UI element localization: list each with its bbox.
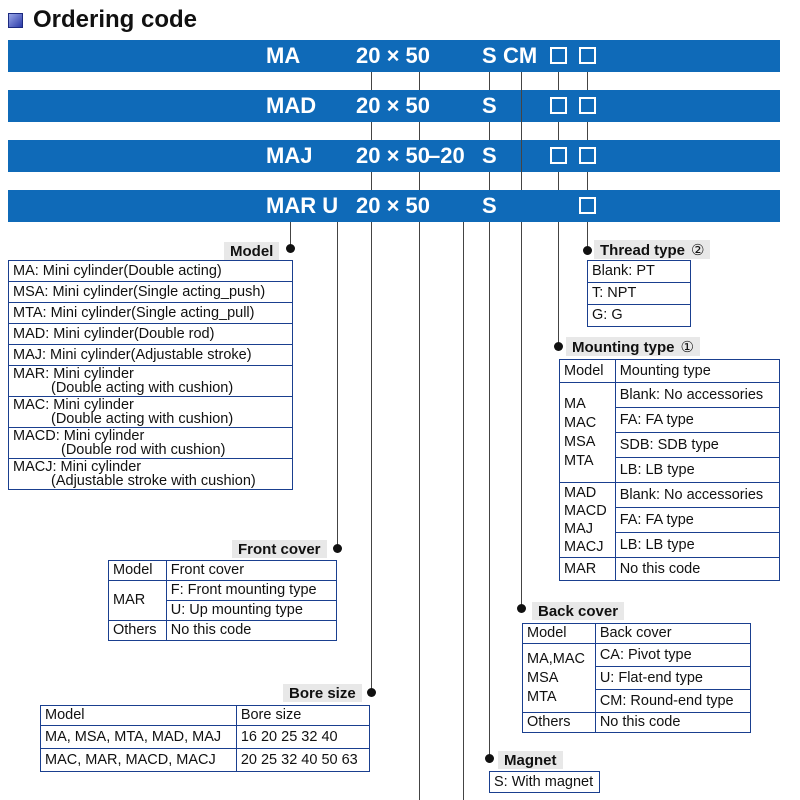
connector-line <box>587 122 588 140</box>
model-row: MTA: Mini cylinder(Single acting_pull) <box>9 303 293 324</box>
mounting-type-table <box>559 359 780 581</box>
connector-line <box>419 222 420 800</box>
blank-box-icon <box>579 197 596 214</box>
connector-dot <box>485 754 494 763</box>
table-cell: S: With magnet <box>490 772 600 793</box>
blank-box-icon <box>579 97 596 114</box>
table-cell: Others <box>523 713 596 733</box>
connector-line <box>419 122 420 140</box>
magnet-label: Magnet <box>498 751 563 769</box>
bar-model: MA <box>266 43 301 68</box>
front-cover-label: Front cover <box>232 540 327 558</box>
code-bar-mad <box>8 90 780 122</box>
bar-size: 20 × 50 <box>356 143 431 168</box>
connector-line <box>558 172 559 190</box>
bar-extra: CM <box>503 43 538 68</box>
model-row: MAD: Mini cylinder(Double rod) <box>9 324 293 345</box>
model-label: Model <box>224 242 279 260</box>
table-cell: Blank: PT <box>588 261 691 283</box>
connector-line <box>371 122 372 140</box>
back-cover-label: Back cover <box>532 602 624 620</box>
connector-line <box>587 72 588 90</box>
connector-line <box>521 222 522 608</box>
table-cell: 20 25 32 40 50 63 <box>236 749 369 772</box>
back-cover-table <box>522 623 751 733</box>
note-marker: ② <box>691 242 705 259</box>
bar-size: 20 × 50 <box>356 193 431 218</box>
model-row: MAR: Mini cylinder (Double acting with cushion) <box>9 366 293 397</box>
code-bar-ma <box>8 40 780 72</box>
table-cell: T: NPT <box>588 283 691 305</box>
table-header: Model <box>560 360 616 383</box>
table-cell: U: Up mounting type <box>166 601 336 621</box>
bar-model: MAJ <box>266 143 313 168</box>
bore-size-label: Bore size <box>283 684 362 702</box>
model-table <box>8 260 293 490</box>
model-row: MAJ: Mini cylinder(Adjustable stroke) <box>9 345 293 366</box>
table-cell: SDB: SDB type <box>615 433 779 458</box>
connector-line <box>337 222 338 548</box>
table-cell: LB: LB type <box>615 458 779 483</box>
bar-model: MAD <box>266 93 317 118</box>
table-cell: MA,MAC MSA MTA <box>523 644 596 713</box>
table-cell: MAR <box>560 558 616 581</box>
bar-stroke-adjust: –20 <box>428 143 465 168</box>
connector-line <box>489 72 490 90</box>
table-cell: LB: LB type <box>615 533 779 558</box>
model-row: MAC: Mini cylinder (Double acting with cushion) <box>9 397 293 428</box>
bar-magnet: S <box>482 143 497 168</box>
model-row: MSA: Mini cylinder(Single acting_push) <box>9 282 293 303</box>
table-cell: CA: Pivot type <box>595 644 750 667</box>
connector-dot <box>367 688 376 697</box>
table-cell: F: Front mounting type <box>166 581 336 601</box>
connector-line <box>489 222 490 758</box>
front-cover-table <box>108 560 337 641</box>
bar-magnet: S <box>482 93 497 118</box>
connector-line <box>558 122 559 140</box>
table-header: Model <box>109 561 167 581</box>
table-cell: FA: FA type <box>615 508 779 533</box>
blank-box-icon <box>579 47 596 64</box>
table-header: Front cover <box>166 561 336 581</box>
bore-size-table <box>40 705 370 772</box>
bar-model: MAR U <box>266 193 339 218</box>
connector-dot <box>517 604 526 613</box>
table-cell: CM: Round-end type <box>595 690 750 713</box>
note-marker: ① <box>680 339 694 356</box>
connector-line <box>558 222 559 346</box>
connector-line <box>419 172 420 190</box>
table-cell: No this code <box>166 621 336 641</box>
blank-box-icon <box>550 147 567 164</box>
connector-line <box>463 222 464 800</box>
table-cell: 16 20 25 32 40 <box>236 726 369 749</box>
table-header: Mounting type <box>615 360 779 383</box>
connector-line <box>371 222 372 692</box>
connector-dot <box>554 342 563 351</box>
table-cell: MA MAC MSA MTA <box>560 383 616 483</box>
square-bullet-icon <box>8 13 23 28</box>
page-title-text: Ordering code <box>33 6 198 33</box>
blank-box-icon <box>550 97 567 114</box>
table-header: Back cover <box>595 624 750 644</box>
bar-magnet: S <box>482 43 497 68</box>
blank-box-icon <box>579 147 596 164</box>
connector-dot <box>583 246 592 255</box>
table-cell: MAR <box>109 581 167 621</box>
table-cell: MAC, MAR, MACD, MACJ <box>41 749 237 772</box>
connector-line <box>558 72 559 90</box>
magnet-table <box>489 771 600 793</box>
table-cell: No this code <box>595 713 750 733</box>
thread-type-table <box>587 260 691 327</box>
connector-line <box>489 122 490 140</box>
model-row: MA: Mini cylinder(Double acting) <box>9 261 293 282</box>
table-cell: MA, MSA, MTA, MAD, MAJ <box>41 726 237 749</box>
table-header: Model <box>523 624 596 644</box>
connector-line <box>371 72 372 90</box>
table-cell: Blank: No accessories <box>615 483 779 508</box>
table-cell: FA: FA type <box>615 408 779 433</box>
mounting-type-label: Mounting type ① <box>566 337 700 356</box>
connector-line <box>419 72 420 90</box>
model-row: MACJ: Mini cylinder (Adjustable stroke with cushion) <box>9 459 293 490</box>
table-header: Bore size <box>236 706 369 726</box>
bar-size: 20 × 50 <box>356 43 431 68</box>
connector-line <box>521 72 522 190</box>
connector-line <box>587 172 588 190</box>
bar-size: 20 × 50 <box>356 93 431 118</box>
model-row: MACD: Mini cylinder (Double rod with cushion) <box>9 428 293 459</box>
table-cell: No this code <box>615 558 779 581</box>
table-header: Model <box>41 706 237 726</box>
connector-line <box>489 172 490 190</box>
table-cell: Blank: No accessories <box>615 383 779 408</box>
table-cell: MAD MACD MAJ MACJ <box>560 483 616 558</box>
table-cell: U: Flat-end type <box>595 667 750 690</box>
table-cell: Others <box>109 621 167 641</box>
table-cell: G: G <box>588 305 691 327</box>
code-bar-mar <box>8 190 780 222</box>
bar-magnet: S <box>482 193 497 218</box>
thread-type-label: Thread type ② <box>594 240 710 259</box>
code-bar-maj <box>8 140 780 172</box>
connector-dot <box>286 244 295 253</box>
page-title <box>8 6 197 34</box>
connector-line <box>371 172 372 190</box>
connector-dot <box>333 544 342 553</box>
blank-box-icon <box>550 47 567 64</box>
